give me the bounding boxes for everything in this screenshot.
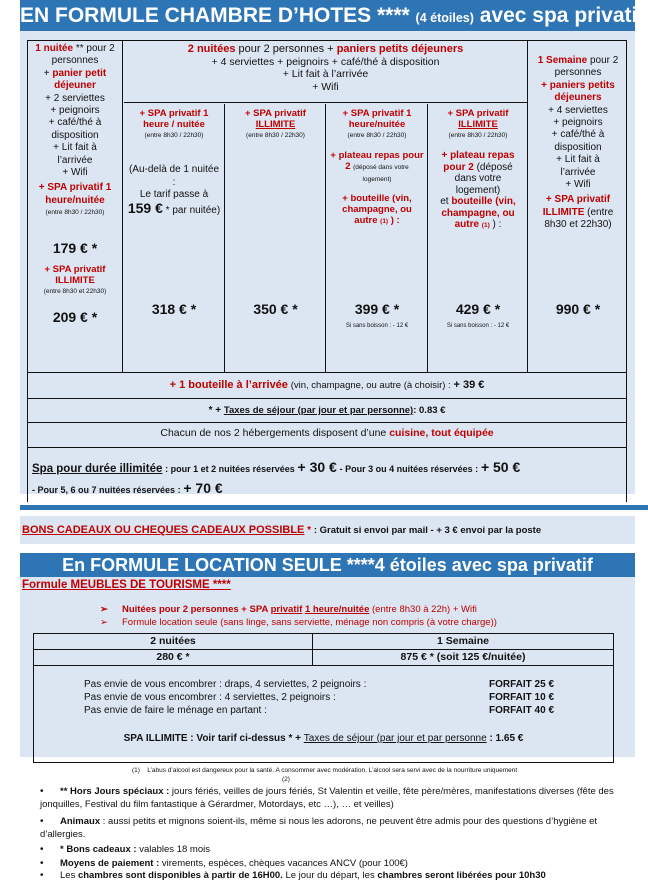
bullet-text: valables 18 mois [136,844,210,855]
spa-hours: (entre 8h30 / 22h30) [144,132,204,139]
footnote-ref: (1) [380,218,389,226]
two-nights-spa1h-meal [327,104,428,373]
location-subtitle: Formule MEUBLES DE TOURISME **** [22,579,231,591]
extra-price: FORFAIT 10 € [488,692,554,703]
week-item: + café/thé à disposition [551,129,605,153]
section-divider [20,505,648,510]
bullet-bold: Moyens de paiement : [60,858,160,869]
meal-label: + plateau repas pour 2 [330,150,424,173]
spa-unlimited-part3: - Pour 5, 6 ou 7 nuitées réservées : [32,485,181,495]
location-table-prices [34,650,613,666]
note-line: Le tarif passe à [139,189,209,201]
checkin-bold: chambres sont disponibles à partir de 16H00. [77,870,283,881]
location-banner: En FORMULE LOCATION SEULE ****4 étoiles avec spa privatif [20,553,635,577]
one-night-item: + café/thé à disposition [48,117,102,141]
bullet2-text: Formule location seule (sans linge, sans serviette, ménage non compris (à votre charge)) [122,617,497,628]
spa-unlimited-location-line [34,732,613,745]
bullet1-detail: (entre 8h30 à 22h) + Wifi [372,604,477,615]
gift-banner [20,516,635,544]
kitchen-highlight: cuisine, tout équipée [389,427,494,439]
checkout-text: Le jour du départ, les [282,870,378,881]
spa-unlimited-price1: + 30 € [297,459,337,475]
footnote-2: (2) [282,776,290,783]
location-tax-label: Taxes de séjour (par jour et par personne [303,733,487,744]
bullet1-private: privatif [270,604,303,615]
two-nights-title-mid: pour 2 personnes + [238,43,334,55]
bullet-text: virements, espèces, chèques vacances ANCV (pour 100€) [159,858,408,869]
bullet-special-days [40,785,620,811]
bottle-row-price: + 39 € [453,379,485,391]
location-bullet-2 [100,617,497,628]
tax-label: Taxes de séjour (par jour et par personne) [223,405,414,416]
one-night-item: + 2 serviettes [45,92,105,104]
spa-hours: (entre 8h30 / 22h30) [246,132,305,139]
week-spa-hours: (entre 8h30 et 22h30) [544,206,614,231]
footnote-1 [132,767,517,774]
one-night-spa2-hours: (entre 8h30 et 22h30) [43,288,107,296]
arrow-icon: ➢ [100,604,108,615]
gift-title: BONS CADEAUX OU CHEQUES CADEAUX POSSIBLE [22,524,305,536]
week-breakfast: + paniers petits déjeuners [541,79,615,104]
footnote-num: (1) [132,767,140,774]
spa-unlimited-label: ILLIMITE [458,119,498,130]
spa-hours: (entre 8h30 / 22h30) [347,132,407,139]
tax-value: : 0.83 € [413,405,446,416]
col-week [527,41,628,373]
two-nights-line4: + Wifi [312,80,339,93]
header-two-nights: 2 nuitées [34,634,313,649]
spa-unlimited-price2: + 50 € [480,459,521,475]
two-nights-spa-unlimited [226,104,326,373]
one-night-spa2-label: + SPA privatif ILLIMITE [44,264,106,287]
price-two-nights: 280 € * [34,650,313,665]
tax-row [27,398,627,422]
price: 399 € * [354,301,400,317]
week-title-rest: pour 2 personnes [554,55,619,79]
checkin-text: Les [60,870,78,881]
bottle-row-detail: (vin, champagne, ou autre (à choisir) : [290,380,451,391]
arrow-icon: ➢ [100,617,108,628]
note-suffix: * par nuitée) [165,204,221,216]
two-nights-breakfast: paniers petits déjeuners [336,43,464,55]
extra-row [84,691,554,704]
extra-label: Pas envie de faire le ménage en partant : [84,705,267,716]
week-item: + Lit fait à l’arrivée [556,154,600,178]
header-week: 1 Semaine [437,635,489,647]
bottle-label: + bouteille (vin, champagne, ou autre [342,193,412,227]
one-night-item: + peignoirs [50,105,100,117]
meal-note: (déposé dans votre logement) [353,164,409,184]
spa-label: + SPA privatif 1 heure / nuitée [139,108,209,130]
price-note: Si sans boisson : - 12 € [446,323,510,329]
bullet-gift-validity [40,843,640,856]
bottle-row-label: + 1 bouteille à l’arrivée [169,379,288,391]
week-title: 1 Semaine [537,55,588,66]
bullet-icon: • [40,786,44,797]
kitchen-row [27,422,627,447]
spa-unlimited-part2: - Pour 3 ou 4 nuitées réservées : [339,464,479,474]
col-one-night [28,41,123,373]
extra-price: FORFAIT 40 € [488,705,554,716]
plus-sign: + [43,67,50,79]
two-nights-line2: + 4 serviettes + peignoirs + café/thé à disposition [211,56,440,68]
two-nights-title: 2 nuitées [187,43,236,55]
week-spa-label: + SPA privatif ILLIMITE [542,194,611,218]
location-table [33,633,614,763]
bullet-icon: • [40,844,44,855]
location-bullet-1 [100,604,477,615]
bullet-icon: • [40,858,44,869]
bullet-icon: • [40,816,44,827]
spa-unlimited-title: Spa pour durée illimitée [32,463,163,475]
bullet-bold: * Bons cadeaux : [60,844,137,855]
spa-unlimited-part1: : pour 1 et 2 nuitées réservées [165,464,295,474]
week-price: 990 € * [555,301,601,317]
banner-title-part2: avec spa privatif [479,4,645,27]
spa-unlimited-note: SPA ILLIMITE : Voir tarif ci-dessus * + [123,733,301,744]
extras-list [84,678,554,717]
bullet-bold: Animaux [60,816,101,827]
one-night-item: + Wifi [62,167,88,179]
two-nights-spa1h [124,104,225,373]
one-night-title: 1 nuitée [35,43,74,54]
meal-note: (déposé dans votre logement) [454,161,513,196]
spa-unlimited-row [27,447,627,502]
footnote-ref: (1) [481,222,490,230]
week-item: + 4 serviettes [548,104,608,116]
gift-star: * [307,525,312,536]
extra-price: FORFAIT 25 € [488,679,554,690]
gift-text: : Gratuit si envoi par mail - + 3 € envoi par la poste [313,525,542,536]
spa-hours: (entre 8h30 / 22h30) [448,132,508,139]
chambre-hotes-banner [20,0,645,31]
price: 318 € * [151,301,197,317]
banner-title-small: (4 étoiles) [415,11,474,25]
location-tax-value: : 1.65 € [489,733,524,744]
one-night-spa1-label: + SPA privatif 1 heure/nuitée [38,182,112,206]
bullet1-text: Nuitées pour 2 personnes + SPA [122,604,268,615]
extra-row [84,678,554,691]
extra-label: Pas envie de vous encombrer : 4 serviettes, 2 peignoirs : [84,692,336,703]
bullet1-duration: 1 heure/nuitée [304,604,370,615]
spa-unlimited-price3: + 70 € [183,480,223,496]
one-night-spa1-hours: (entre 8h30 / 22h30) [45,209,105,217]
checkout-bold: chambres seront libérées pour 10h30 [377,870,546,881]
location-table-header [34,634,613,650]
extra-label: Pas envie de vous encombrer : draps, 4 serviettes, 2 peignoirs : [84,679,367,690]
price: 429 € * [455,301,501,317]
bullet-animals [40,815,600,841]
bullet-checkin [40,869,640,882]
bullet-text: : aussi petits et mignons soient-ils, même si nous les adorons, ne peuvent être admis pour des questions d’hygiène et d’allergies. [40,816,598,840]
kitchen-text: Chacun de nos 2 hébergements disposent d’une [160,427,387,439]
bullet-text: jours fériés, veilles de jours fériés, St Valentin et veille, fête père/mères, manifestations diverses (fête des jonquilles, Festival du film fantastique à Gérardmer, Motordays, etc …), … et veilles) [40,786,614,810]
per-night-price: 159 € [127,199,163,216]
price-note: Si sans boisson : - 12 € [345,323,409,329]
one-night-title-rest: ** pour 2 personnes [51,43,115,67]
spa-label: + SPA privatif 1 heure/nuitée [342,108,412,130]
bottle-end: ) : [492,219,502,231]
bullet-icon: • [40,870,44,881]
tax-star: * + [208,405,222,416]
two-nights-header [124,41,527,103]
spa-label: + SPA privatif [245,108,306,119]
spa-unlimited-label: ILLIMITE [255,119,296,130]
price: 350 € * [253,301,298,317]
two-nights-spa-unlimited-meal [429,104,527,373]
week-item: + Wifi [565,179,591,191]
price-week: 875 € * (soit 125 €/nuitée) [400,651,526,663]
two-nights-line3: + Lit fait à l’arrivée [282,68,369,81]
banner-title-part1: EN FORMULE CHAMBRE D’HOTES **** [20,4,410,27]
extra-row [84,704,554,717]
bottle-end: ) : [390,215,400,227]
one-night-item: + Lit fait à l’arrivée [53,142,97,166]
note-line: (Au-delà de 1 nuitée : [128,164,220,188]
one-night-breakfast: panier petit déjeuner [52,67,107,92]
bottle-row [27,372,627,398]
and-word: et [440,196,449,208]
footnote-text: L’abus d’alcool est dangereux pour la santé. A consommer avec modération. L’alcool sera servi avec de la nourriture uniquement [147,767,518,774]
bottle-label: bouteille (vin, champagne, ou autre [441,196,516,231]
spa-label: + SPA privatif [447,108,509,119]
one-night-spa1-price: 179 € * [52,239,98,256]
one-night-spa2-price: 209 € * [52,308,98,325]
pricing-table [27,40,627,372]
meal-label: + plateau repas pour 2 [441,150,515,173]
week-item: + peignoirs [553,117,603,129]
bullet-bold: ** Hors Jours spéciaux : [60,786,170,797]
